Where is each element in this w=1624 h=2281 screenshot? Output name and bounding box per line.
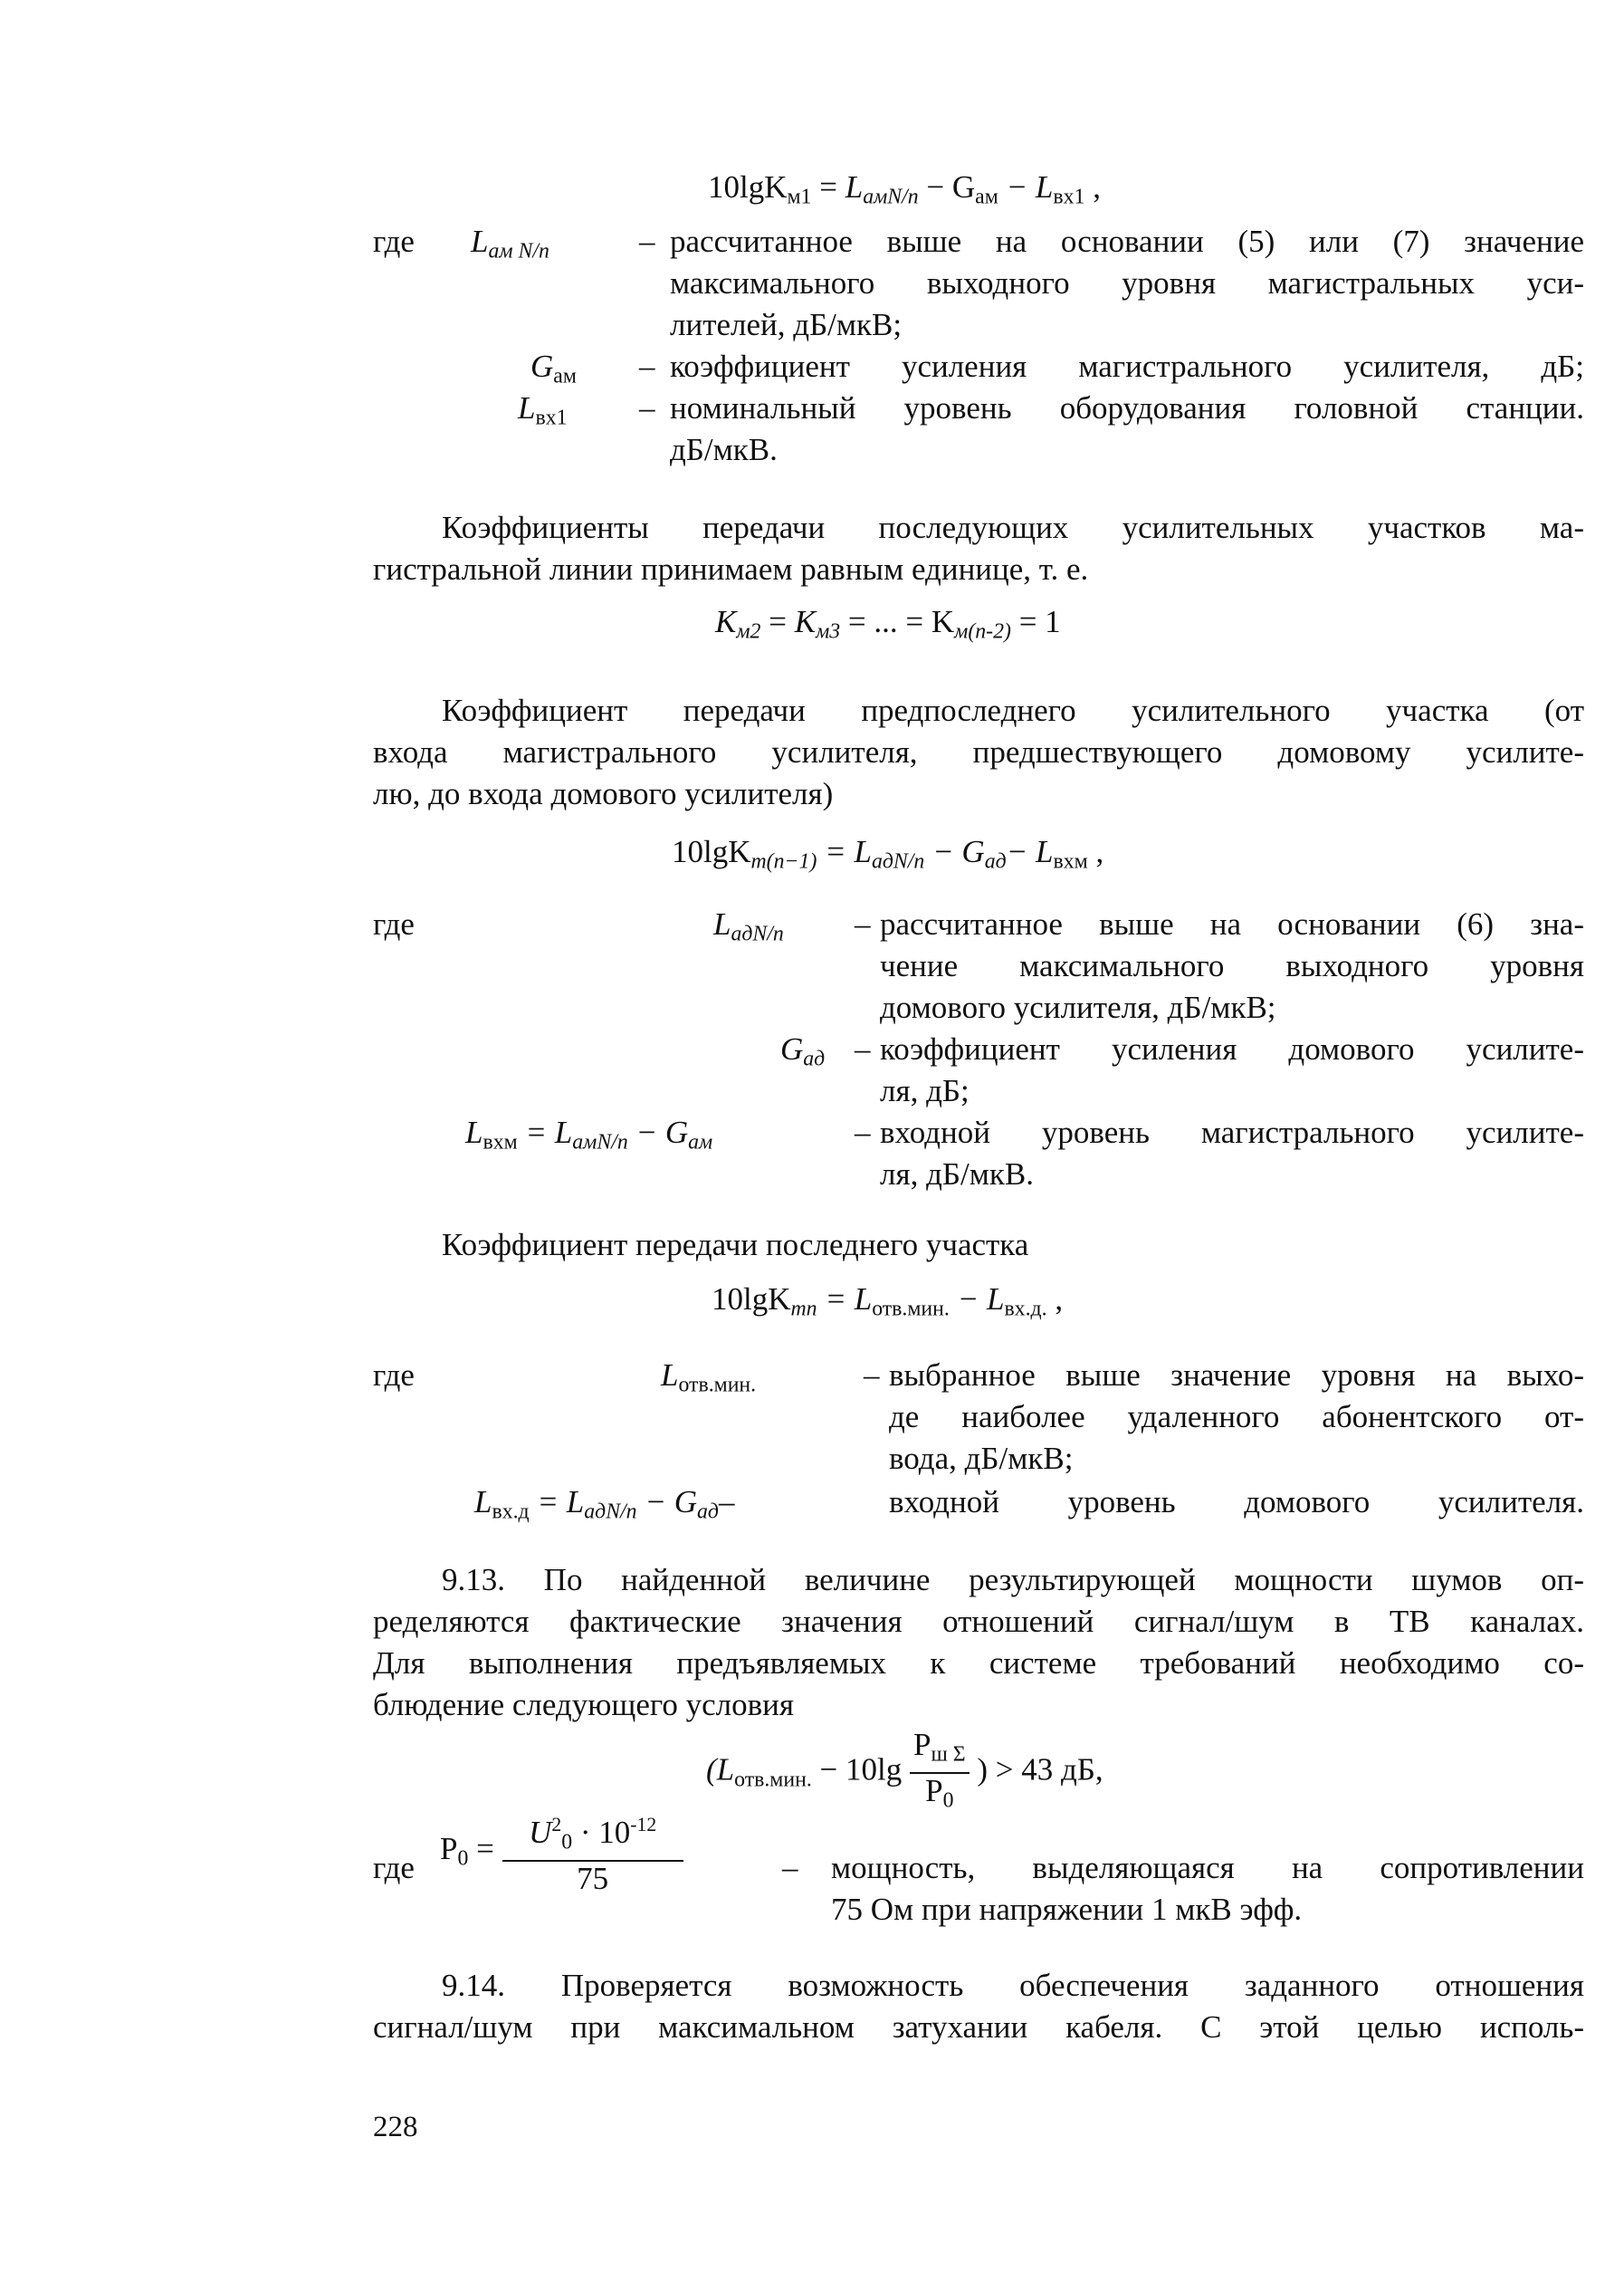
sym: K xyxy=(931,604,955,639)
formula-sym: − G xyxy=(924,834,985,869)
sym: · 10 xyxy=(572,1815,631,1851)
sym-sup: 2 xyxy=(551,1814,562,1835)
sym: = L xyxy=(517,1115,573,1150)
term-symbol xyxy=(780,1029,825,1080)
term-definition-line: 75 Ом при напряжении 1 мкВ эфф. xyxy=(831,1892,1303,1927)
term-symbol xyxy=(471,221,549,273)
term-definition-line: де наиболее удаленного абонентского от- xyxy=(889,1399,1584,1434)
sym-sub: aдN/n xyxy=(584,1500,637,1524)
paragraph-line: лю, до входа домового усилителя) xyxy=(373,776,834,811)
dash: – xyxy=(864,1357,880,1393)
formula-sub: aдN/n xyxy=(871,849,925,874)
eq: = 1 xyxy=(1010,604,1061,639)
dash: – xyxy=(639,224,655,259)
sym: P xyxy=(440,1830,458,1866)
term-symbol xyxy=(713,904,784,955)
sym: L xyxy=(713,906,731,942)
term-definition-line: коэффициент усиления магистрального усилителя, дБ; xyxy=(670,349,1584,384)
term-definition-line: рассчитанное выше на основании (6) зна- xyxy=(880,906,1584,942)
formula-end: , xyxy=(1084,169,1101,205)
term-definition-line: номинальный уровень оборудования головной станции. xyxy=(670,390,1584,426)
formula-sub: m(n−1) xyxy=(750,849,817,874)
term-definition-line: лителей, дБ/мкВ; xyxy=(670,307,903,342)
term-definition-line: вода, дБ/мкВ; xyxy=(889,1441,1074,1476)
paragraph-line: Коэффициент передачи последнего участка xyxy=(442,1227,1029,1262)
where-label: где xyxy=(373,1357,415,1393)
fraction-denominator xyxy=(910,1774,970,1818)
sym: K xyxy=(715,604,737,639)
formula-end: , xyxy=(1046,1281,1064,1317)
dash: – xyxy=(782,1850,798,1885)
dash: – xyxy=(855,906,871,942)
where-label: где xyxy=(373,906,415,942)
where-label: где xyxy=(373,1850,415,1885)
sym-sub: отв.мин. xyxy=(678,1373,757,1397)
term-definition-line: выбранное выше значение уровня на выхо- xyxy=(889,1357,1584,1393)
sym-sub: aд xyxy=(803,1047,826,1071)
sym: L xyxy=(661,1357,679,1393)
term-symbol xyxy=(518,388,568,439)
sym-sub: aд xyxy=(697,1500,719,1524)
sym-sub: aм xyxy=(688,1130,713,1155)
paragraph-line: 9.13. По найденной величине результирующей мощности шумов оп- xyxy=(442,1562,1584,1597)
sym: L xyxy=(471,224,489,259)
formula-k-m1 xyxy=(708,167,1101,218)
paragraph-line: ределяются фактические значения отношений сигнал/шум в ТВ каналах. xyxy=(373,1604,1584,1639)
sym-sub: aдN/n xyxy=(731,922,784,946)
fraction-numerator xyxy=(910,1728,970,1774)
sym-sub: ам N/n xyxy=(488,239,549,264)
formula-sub: вх.д. xyxy=(1004,1297,1047,1321)
fraction-denominator: 75 xyxy=(577,1860,609,1896)
formula-sym: − L xyxy=(949,1281,1005,1317)
formula-sub: aд xyxy=(984,849,1007,874)
sym: L xyxy=(465,1115,483,1150)
sym: L xyxy=(474,1484,492,1519)
term-definition-line: входной уровень домового усилителя. xyxy=(889,1484,1584,1519)
formula-sym: L xyxy=(845,169,864,205)
paragraph-line: Коэффициент передачи предпоследнего усилительного участка (от xyxy=(442,693,1584,728)
formula-sub: вхм xyxy=(1053,849,1088,874)
formula-sub: м1 xyxy=(787,185,812,209)
formula-eq: = xyxy=(811,169,845,205)
sym-sub: вхм xyxy=(482,1130,518,1155)
sym-sub: ш Σ xyxy=(931,1742,966,1767)
term-definition-line: коэффициент усиления домового усилите- xyxy=(880,1031,1584,1067)
eq: = xyxy=(760,604,795,639)
formula-sub: отв.мин. xyxy=(872,1297,950,1321)
term-definition-line: домового усилителя, дБ/мкВ; xyxy=(880,990,1276,1025)
formula-text: 10lgK xyxy=(712,1281,791,1317)
dash: – xyxy=(718,1484,735,1519)
term-definition-line: дБ/мкВ. xyxy=(670,432,778,467)
formula-end: ) > 43 дБ, xyxy=(969,1751,1103,1787)
formula-sym: = L xyxy=(817,1281,873,1317)
fraction-numerator xyxy=(502,1807,683,1862)
sym: G xyxy=(780,1031,804,1067)
paragraph-line: входа магистрального усилителя, предшествующего домовому усилите- xyxy=(373,734,1584,770)
sym: − G xyxy=(627,1115,689,1150)
dash: – xyxy=(855,1031,871,1067)
term-definition-line: рассчитанное выше на основании (5) или (7) значение xyxy=(670,224,1584,259)
sym-sub: 0 xyxy=(942,1788,954,1813)
formula-sub: амN/n xyxy=(863,185,919,209)
formula-k-mn xyxy=(712,1279,1063,1330)
formula-sym: (L xyxy=(706,1751,735,1787)
sym: − G xyxy=(636,1484,697,1519)
sym-sub: м2 xyxy=(736,619,761,644)
dash: – xyxy=(639,390,655,426)
formula-sub: отв.мин. xyxy=(734,1768,812,1792)
sym: G xyxy=(530,349,554,384)
term-symbol xyxy=(465,1112,712,1164)
fraction xyxy=(502,1807,683,1896)
sym: = L xyxy=(529,1484,585,1519)
sym: U xyxy=(529,1815,552,1851)
term-definition-line: максимального выходного уровня магистральных уси- xyxy=(670,265,1584,301)
term-symbol xyxy=(474,1481,734,1533)
term-definition-line: ля, дБ/мкВ. xyxy=(880,1156,1034,1192)
term-definition-line: входной уровень магистрального усилите- xyxy=(880,1115,1584,1150)
dash: – xyxy=(639,349,655,384)
fraction xyxy=(910,1728,970,1817)
formula-sym: − G xyxy=(918,169,976,205)
formula-sym: − L xyxy=(1006,834,1054,869)
sym-sub: 0 xyxy=(457,1846,469,1871)
term-definition-line: мощность, выделяющаяся на сопротивлении xyxy=(831,1850,1584,1885)
sym-sub: aмN/n xyxy=(572,1130,628,1155)
formula-snr-condition xyxy=(706,1728,1103,1817)
formula-text: − 10lg xyxy=(811,1751,903,1787)
paragraph-line: Коэффициенты передачи последующих усилительных участков ма- xyxy=(442,510,1584,545)
formula-text: 10lgK xyxy=(708,169,788,205)
eq: = xyxy=(468,1830,502,1866)
term-definition-line: чение максимального выходного уровня xyxy=(880,948,1584,983)
formula-sym: − L xyxy=(998,169,1054,205)
paragraph-line: блюдение следующего условия xyxy=(373,1687,794,1722)
sym: P xyxy=(925,1772,943,1808)
eq: = ... = xyxy=(840,604,931,639)
sym: P xyxy=(913,1727,931,1762)
formula-end: , xyxy=(1087,834,1104,869)
formula-text: 10lgK xyxy=(672,834,751,869)
formula-sub: вх1 xyxy=(1053,185,1085,209)
term-definition-line: ля, дБ; xyxy=(880,1073,970,1108)
formula-sym: = L xyxy=(817,834,872,869)
dash: – xyxy=(855,1115,871,1150)
sym-sup: -12 xyxy=(630,1814,657,1835)
sym-sub: 0 xyxy=(561,1830,573,1855)
sym-sub: вх1 xyxy=(535,406,568,430)
formula-p0 xyxy=(440,1807,683,1896)
formula-sub: ам xyxy=(975,185,998,209)
paragraph-line: гистральной линии принимаем равным единице, т. е. xyxy=(373,551,1089,587)
sym: K xyxy=(794,604,817,639)
sym: L xyxy=(518,390,536,426)
where-label: где xyxy=(373,224,415,259)
formula-k-equal xyxy=(715,601,1061,653)
term-symbol xyxy=(661,1355,756,1406)
paragraph-line: Для выполнения предъявляемых к системе требований необходимо со- xyxy=(373,1645,1584,1681)
formula-k-m-n-1 xyxy=(672,831,1103,883)
sym-sub: ам xyxy=(553,364,577,388)
paragraph-line: сигнал/шум при максимальном затухании кабеля. С этой целью исполь- xyxy=(373,2009,1584,2045)
sym-sub: м(n-2) xyxy=(954,619,1011,644)
sym-sub: вх.д xyxy=(492,1500,530,1524)
paragraph-line: 9.14. Проверяется возможность обеспечения заданного отношения xyxy=(442,1968,1584,2003)
formula-sub: mn xyxy=(790,1297,817,1321)
page-number: 228 xyxy=(373,2111,418,2143)
sym-sub: м3 xyxy=(816,619,841,644)
